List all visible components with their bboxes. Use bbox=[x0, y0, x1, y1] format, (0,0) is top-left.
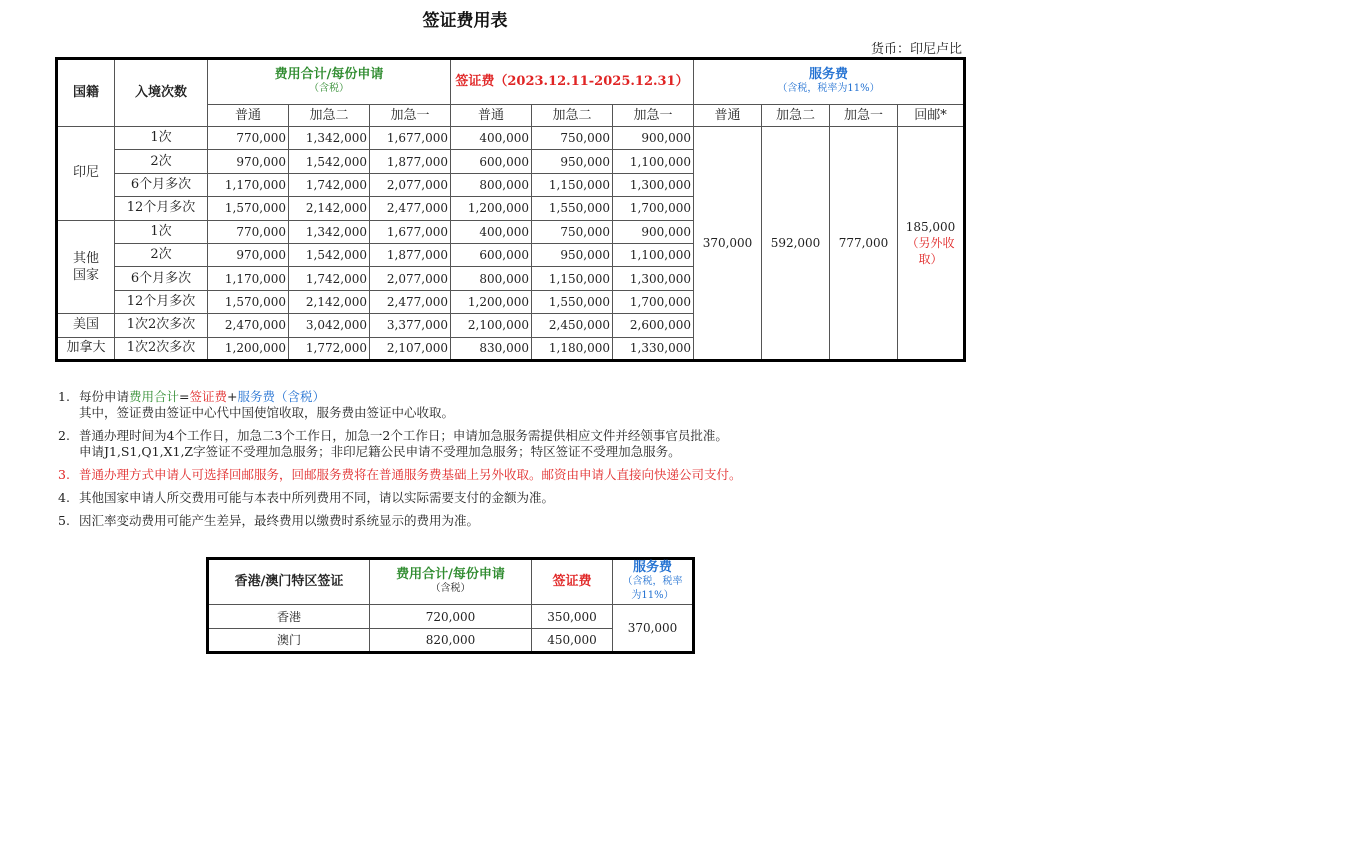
fee-cell: 2,142,000 bbox=[289, 197, 370, 220]
visa-fee-table bbox=[55, 57, 966, 362]
fee-cell: 800,000 bbox=[451, 267, 532, 290]
fee-cell: 3,042,000 bbox=[289, 314, 370, 337]
fee-cell: 400,000 bbox=[451, 220, 532, 243]
currency-label: 货币：印尼卢比 bbox=[870, 42, 962, 57]
fee-cell: 750,000 bbox=[532, 127, 613, 150]
header-entries: 入境次数 bbox=[115, 59, 208, 127]
nationality-cell: 美国 bbox=[57, 314, 115, 337]
hk-visa-cell: 450,000 bbox=[532, 629, 613, 653]
subheader-cell: 普通 bbox=[451, 105, 532, 127]
fee-cell: 1,342,000 bbox=[289, 127, 370, 150]
fee-cell: 1,150,000 bbox=[532, 173, 613, 196]
subheader-cell: 普通 bbox=[208, 105, 289, 127]
hk-header-service: 服务费 （含税，税率 为11%） bbox=[613, 559, 694, 605]
page-title: 签证费用表 bbox=[422, 11, 508, 31]
fee-cell: 2,142,000 bbox=[289, 290, 370, 313]
entries-cell: 2次 bbox=[115, 150, 208, 173]
nationality-cell: 其他 国家 bbox=[57, 220, 115, 314]
fee-cell: 2,477,000 bbox=[370, 197, 451, 220]
entries-cell: 6个月多次 bbox=[115, 173, 208, 196]
subheader-cell: 加急二 bbox=[289, 105, 370, 127]
fee-cell: 1,677,000 bbox=[370, 127, 451, 150]
hk-header-row bbox=[208, 559, 694, 605]
subheader-cell: 加急一 bbox=[830, 105, 898, 127]
fee-cell: 1,342,000 bbox=[289, 220, 370, 243]
entries-cell: 12个月多次 bbox=[115, 290, 208, 313]
table-row bbox=[208, 605, 694, 629]
entries-cell: 2次 bbox=[115, 243, 208, 266]
fee-cell: 1,742,000 bbox=[289, 173, 370, 196]
entries-cell: 1次2次多次 bbox=[115, 314, 208, 337]
fee-cell: 770,000 bbox=[208, 220, 289, 243]
service-fee-normal: 370,000 bbox=[694, 127, 762, 361]
fee-cell: 2,600,000 bbox=[613, 314, 694, 337]
fee-cell: 1,170,000 bbox=[208, 173, 289, 196]
fee-cell: 2,100,000 bbox=[451, 314, 532, 337]
entries-cell: 6个月多次 bbox=[115, 267, 208, 290]
header-nationality: 国籍 bbox=[57, 59, 115, 127]
fee-cell: 900,000 bbox=[613, 220, 694, 243]
fee-cell: 950,000 bbox=[532, 150, 613, 173]
fee-cell: 1,570,000 bbox=[208, 290, 289, 313]
fee-cell: 750,000 bbox=[532, 220, 613, 243]
subheader-cell: 加急一 bbox=[370, 105, 451, 127]
return-mail-fee: 185,000 （另外收 取） bbox=[898, 127, 965, 361]
hk-total-cell: 820,000 bbox=[370, 629, 532, 653]
fee-cell: 600,000 bbox=[451, 243, 532, 266]
fee-cell: 400,000 bbox=[451, 127, 532, 150]
hk-region-cell: 香港 bbox=[208, 605, 370, 629]
fee-cell: 1,700,000 bbox=[613, 197, 694, 220]
note-item: 5. 因汇率变动费用可能产生差异，最终费用以缴费时系统显示的费用为准。 bbox=[58, 513, 480, 528]
nationality-cell: 印尼 bbox=[57, 127, 115, 221]
fee-cell: 1,550,000 bbox=[532, 197, 613, 220]
entries-cell: 1次2次多次 bbox=[115, 337, 208, 360]
note-item: 1. 每份申请费用合计=签证费+服务费（含税） 其中，签证费由签证中心代中国使馆收取，服务费由签证中心收取。 bbox=[58, 389, 455, 420]
fee-cell: 1,200,000 bbox=[208, 337, 289, 360]
entries-cell: 1次 bbox=[115, 127, 208, 150]
fee-cell: 2,077,000 bbox=[370, 173, 451, 196]
note-item: 4. 其他国家申请人所交费用可能与本表中所列费用不同，请以实际需要支付的金额为准。 bbox=[58, 490, 555, 505]
fee-cell: 2,470,000 bbox=[208, 314, 289, 337]
fee-cell: 1,570,000 bbox=[208, 197, 289, 220]
header-row-1 bbox=[57, 59, 965, 105]
subheader-cell: 回邮* bbox=[898, 105, 965, 127]
fee-cell: 970,000 bbox=[208, 150, 289, 173]
header-total-group: 费用合计/每份申请 （含税） bbox=[208, 59, 451, 105]
fee-cell: 1,100,000 bbox=[613, 243, 694, 266]
fee-cell: 1,542,000 bbox=[289, 243, 370, 266]
fee-cell: 950,000 bbox=[532, 243, 613, 266]
fee-cell: 1,542,000 bbox=[289, 150, 370, 173]
fee-cell: 1,772,000 bbox=[289, 337, 370, 360]
fee-cell: 800,000 bbox=[451, 173, 532, 196]
fee-cell: 1,200,000 bbox=[451, 290, 532, 313]
fee-cell: 900,000 bbox=[613, 127, 694, 150]
hk-total-cell: 720,000 bbox=[370, 605, 532, 629]
fee-cell: 3,377,000 bbox=[370, 314, 451, 337]
hk-service-cell: 370,000 bbox=[613, 605, 694, 653]
fee-cell: 1,877,000 bbox=[370, 243, 451, 266]
subheader-cell: 加急一 bbox=[613, 105, 694, 127]
hk-region-cell: 澳门 bbox=[208, 629, 370, 653]
subheader-cell: 加急二 bbox=[762, 105, 830, 127]
fee-cell: 2,107,000 bbox=[370, 337, 451, 360]
hk-macau-fee-table bbox=[206, 557, 695, 654]
hk-header-region: 香港/澳门特区签证 bbox=[208, 559, 370, 605]
fee-cell: 1,150,000 bbox=[532, 267, 613, 290]
fee-cell: 1,677,000 bbox=[370, 220, 451, 243]
fee-cell: 1,300,000 bbox=[613, 173, 694, 196]
header-service-group: 服务费 （含税，税率为11%） bbox=[694, 59, 965, 105]
fee-cell: 970,000 bbox=[208, 243, 289, 266]
fee-cell: 1,550,000 bbox=[532, 290, 613, 313]
table-row bbox=[57, 127, 965, 150]
fee-cell: 2,477,000 bbox=[370, 290, 451, 313]
fee-cell: 1,742,000 bbox=[289, 267, 370, 290]
fee-cell: 2,450,000 bbox=[532, 314, 613, 337]
fee-cell: 1,330,000 bbox=[613, 337, 694, 360]
fee-cell: 1,170,000 bbox=[208, 267, 289, 290]
fee-cell: 1,100,000 bbox=[613, 150, 694, 173]
note-item: 2. 普通办理时间为4个工作日，加急二3个工作日，加急一2个工作日；申请加急服务需提供相应文件并经领事官员批准。 申请J1,S1,Q1,X1,Z字签证不受理加急服务；非印尼籍公民申请不受理加急服务；特区签证不受理加急服务。 bbox=[58, 428, 728, 459]
fee-cell: 1,700,000 bbox=[613, 290, 694, 313]
entries-cell: 1次 bbox=[115, 220, 208, 243]
fee-cell: 770,000 bbox=[208, 127, 289, 150]
nationality-cell: 加拿大 bbox=[57, 337, 115, 360]
service-fee-urgent2: 592,000 bbox=[762, 127, 830, 361]
header-visa-group: 签证费（2023.12.11-2025.12.31） bbox=[451, 59, 694, 105]
fee-cell: 600,000 bbox=[451, 150, 532, 173]
fee-cell: 1,300,000 bbox=[613, 267, 694, 290]
hk-visa-cell: 350,000 bbox=[532, 605, 613, 629]
hk-header-visa: 签证费 bbox=[532, 559, 613, 605]
fee-cell: 2,077,000 bbox=[370, 267, 451, 290]
service-fee-urgent1: 777,000 bbox=[830, 127, 898, 361]
fee-cell: 1,877,000 bbox=[370, 150, 451, 173]
entries-cell: 12个月多次 bbox=[115, 197, 208, 220]
fee-cell: 830,000 bbox=[451, 337, 532, 360]
notes-list bbox=[58, 389, 742, 536]
hk-header-total: 费用合计/每份申请 （含税） bbox=[370, 559, 532, 605]
subheader-cell: 普通 bbox=[694, 105, 762, 127]
note-item: 3. 普通办理方式申请人可选择回邮服务，回邮服务费将在普通服务费基础上另外收取。邮资由申请人直接向快递公司支付。 bbox=[58, 467, 742, 482]
fee-cell: 1,200,000 bbox=[451, 197, 532, 220]
subheader-cell: 加急二 bbox=[532, 105, 613, 127]
fee-cell: 1,180,000 bbox=[532, 337, 613, 360]
